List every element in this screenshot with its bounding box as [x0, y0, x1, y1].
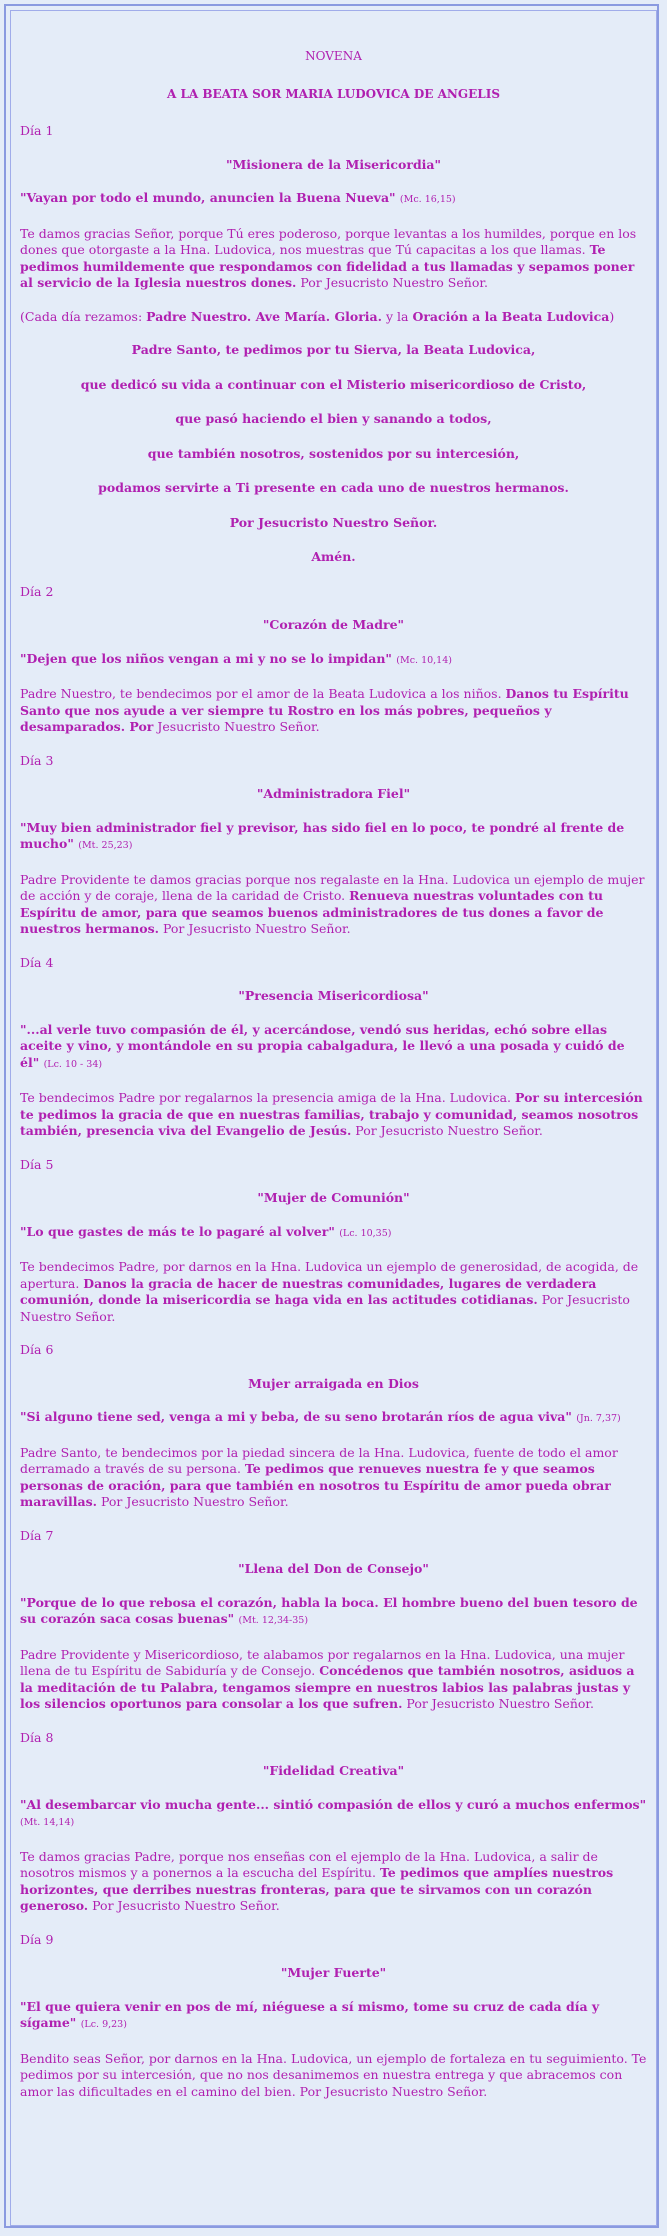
text-plain: Por Jesucristo Nuestro Señor.	[20, 1292, 630, 1324]
text-bold: Renueva nuestras voluntades con tu Espíritu de amor, para que seamos buenos administradores de tus dones a favor de nuestros hermanos.	[20, 888, 604, 936]
quote-reference: (Mt. 25,23)	[78, 840, 133, 851]
daily-prayer-note	[20, 309, 647, 326]
page-title: NOVENA	[305, 49, 362, 63]
text-plain: Te bendecimos Padre, por darnos en la Hna. Ludovica un ejemplo de generosidad, de acogida, de apertura.	[20, 1259, 639, 1291]
day-9-prayer-text: Bendito seas Señor, por darnos en la Hna. Ludovica, un ejemplo de fortaleza en tu seguimiento. Te pedimos por su intercesión, que no nos desanimemos en nuestra entrega y que abracemos con amor las dificultades en el camino del bien. Por Jesucristo Nuestro Señor.	[20, 2050, 647, 2099]
day-7-heading: "Llena del Don de Consejo"	[238, 1561, 429, 1576]
prayer-line: Por Jesucristo Nuestro Señor.	[229, 514, 438, 530]
quote-text: "Dejen que los niños vengan a mi y no se lo impidan"	[20, 650, 392, 666]
quote-reference: (Jn. 7,37)	[576, 1413, 621, 1424]
day-4-prayer-text	[20, 1090, 647, 1140]
quote-reference: (Lc. 9,23)	[80, 2019, 127, 2030]
day-7-prayer-text	[20, 1647, 647, 1713]
text-plain: Te damos gracias Padre, porque nos enseñas con el ejemplo de la Hna. Ludovica, a salir de nosotros mismos y a ponernos a la escucha del Espíritu.	[20, 1848, 598, 1880]
day-8-prayer-text	[20, 1849, 647, 1915]
document-body	[20, 48, 647, 2117]
quote-text: "Lo que gastes de más te lo pagaré al volver"	[20, 1223, 335, 1239]
text-plain: Padre Santo, te bendecimos por la piedad sincera de la Hna. Ludovica, fuente de todo el amor derramado a través de su persona.	[20, 1444, 618, 1476]
text-plain: Por Jesucristo Nuestro Señor.	[296, 275, 488, 290]
day-3-prayer-text	[20, 872, 647, 938]
text-plain: Por Jesucristo Nuestro Señor.	[88, 1898, 280, 1913]
text-bold: Te pedimos que renueves nuestra fe y que seamos personas de oración, para que también en nosotros tu Espíritu de amor pueda obrar maravillas.	[20, 1461, 611, 1509]
text-plain: Padre Nuestro, te bendecimos por el amor de la Beata Ludovica a los niños.	[20, 686, 506, 701]
quote-reference: (Mc. 10,14)	[396, 654, 452, 666]
day-3-quote	[20, 820, 647, 855]
day-2-label: Día 2	[20, 583, 54, 599]
note-text: (Cada día rezamos:	[20, 308, 147, 324]
text-plain: Te damos gracias Señor, porque Tú eres poderoso, porque levantas a los humildes, porque en los dones que otorgaste a la Hna. Ludovica, nos muestras que Tú capacitas a los que llamas.	[20, 225, 637, 257]
day-3-heading: "Administradora Fiel"	[256, 786, 411, 801]
page-subtitle: A LA BEATA SOR MARIA LUDOVICA DE ANGELIS	[166, 86, 501, 101]
day-9-quote	[20, 1999, 647, 2034]
day-5-label: Día 5	[20, 1156, 54, 1172]
text-plain: Por Jesucristo Nuestro Señor.	[402, 1696, 594, 1711]
quote-text: "Vayan por todo el mundo, anuncien la Buena Nueva"	[20, 190, 396, 205]
day-6-heading: Mujer arraigada en Dios	[248, 1375, 419, 1391]
day-5-heading: "Mujer de Comunión"	[257, 1190, 410, 1205]
day-7-quote	[20, 1595, 647, 1630]
note-text: y la	[382, 308, 413, 324]
quote-text: "Al desembarcar vio mucha gente... sintió compasión de ellos y curó a muchos enfermos"	[20, 1796, 647, 1812]
day-8-heading: "Fidelidad Creativa"	[262, 1763, 405, 1778]
day-4-quote	[20, 1022, 647, 1074]
text-plain: Por Jesucristo Nuestro Señor.	[97, 1494, 289, 1509]
day-5-prayer-text	[20, 1259, 647, 1325]
text-plain: Jesucristo Nuestro Señor.	[153, 719, 320, 734]
day-8-label: Día 8	[20, 1729, 54, 1745]
day-6-label: Día 6	[20, 1342, 54, 1357]
day-4-heading: "Presencia Misericordiosa"	[238, 988, 429, 1003]
text-bold: Te pedimos humildemente que respondamos con fidelidad a tus llamadas y sepamos poner al servicio de la Iglesia nuestros dones.	[20, 242, 635, 290]
text-plain: Por Jesucristo Nuestro Señor.	[351, 1123, 543, 1138]
note-text: )	[609, 308, 615, 324]
text-bold: Por su intercesión te pedimos la gracia de que en nuestras familias, trabajo y comunidad, seamos nosotros también, presencia viva del Evangelio de Jesús.	[20, 1090, 643, 1138]
quote-text: "...al verle tuvo compasión de él, y acercándose, vendó sus heridas, echó sobre ellas aceite y vino, y montándole en su propia cabalgadura, le llevó a una posada y cuidó de él"	[20, 1021, 625, 1070]
quote-reference: (Lc. 10 - 34)	[43, 1058, 103, 1070]
quote-reference: (Mt. 14,14)	[20, 1817, 75, 1828]
quote-reference: (Mc. 16,15)	[399, 194, 456, 205]
quote-text: "El que quiera venir en pos de mí, niéguese a sí mismo, tome su cruz de cada día y sígame"	[20, 1998, 600, 2030]
text-bold: Te pedimos que amplíes nuestros horizontes, que derribes nuestras fronteras, para que te sirvamos con un corazón generoso.	[20, 1865, 614, 1913]
day-8-quote	[20, 1797, 647, 1832]
text-plain: Por Jesucristo Nuestro Señor.	[159, 921, 351, 936]
day-4-label: Día 4	[20, 954, 54, 970]
day-2-prayer-text	[20, 686, 647, 736]
text-bold: Concédenos que también nosotros, asiduos a la meditación de tu Palabra, tengamos siempre en nuestros labios las palabras justas y los silencios oportunos para consolar a los que sufren.	[20, 1663, 635, 1711]
text-plain: Padre Providente y Misericordioso, te alabamos por regalarnos en la Hna. Ludovica, una mujer llena de tu Espíritu de Sabiduría y de Consejo.	[20, 1646, 625, 1678]
day-2-heading: "Corazón de Madre"	[262, 617, 405, 632]
day-9-heading: "Mujer Fuerte"	[280, 1965, 387, 1980]
text-bold: Danos tu Espíritu Santo que nos ayude a ver siempre tu Rostro en los más pobres, pequeños y desamparados. Por	[20, 686, 629, 734]
text-bold: Danos la gracia de hacer de nuestras comunidades, lugares de verdadera comunión, donde la misericordia se haga vida en las actitudes cotidianas.	[20, 1275, 597, 1307]
quote-text: "Si alguno tiene sed, venga a mi y beba, de su seno brotarán ríos de agua viva"	[20, 1409, 572, 1424]
text-plain: Padre Providente te damos gracias porque nos regalaste en la Hna. Ludovica un ejemplo de mujer de acción y de coraje, llena de la caridad de Cristo.	[20, 871, 645, 903]
day-1-quote	[20, 190, 647, 209]
day-1-label: Día 1	[20, 123, 54, 138]
prayer-line: Padre Santo, te pedimos por tu Sierva, la Beata Ludovica,	[131, 342, 536, 357]
quote-text: "Porque de lo que rebosa el corazón, habla la boca. El hombre bueno del buen tesoro de su corazón saca cosas buenas"	[20, 1594, 638, 1626]
quote-reference: (Mt. 12,34-35)	[238, 1615, 309, 1626]
note-prayers: Padre Nuestro. Ave María. Gloria.	[146, 308, 382, 324]
day-1-prayer-text	[20, 226, 647, 292]
day-5-quote	[20, 1224, 647, 1243]
prayer-line: que pasó haciendo el bien y sanando a todos,	[175, 411, 492, 426]
note-prayer-name: Oración a la Beata Ludovica	[412, 308, 610, 324]
quote-reference: (Lc. 10,35)	[339, 1227, 392, 1239]
day-1-heading: "Misionera de la Misericordia"	[225, 156, 442, 172]
prayer-line: podamos servirte a Ti presente en cada uno de nuestros hermanos.	[98, 480, 569, 495]
prayer-line: que dedicó su vida a continuar con el Misterio misericordioso de Cristo,	[80, 376, 587, 392]
day-7-label: Día 7	[20, 1527, 54, 1543]
prayer-line: que también nosotros, sostenidos por su intercesión,	[147, 445, 520, 461]
day-6-prayer-text	[20, 1445, 647, 1511]
day-6-quote	[20, 1409, 647, 1428]
quote-text: "Muy bien administrador fiel y previsor, has sido fiel en lo poco, te pondré al frente de mucho"	[20, 819, 625, 851]
day-9-label: Día 9	[20, 1931, 54, 1947]
day-3-label: Día 3	[20, 752, 54, 768]
text-plain: Te bendecimos Padre por regalarnos la presencia amiga de la Hna. Ludovica.	[20, 1090, 515, 1105]
day-2-quote	[20, 651, 647, 670]
prayer-line: Amén.	[311, 549, 356, 564]
